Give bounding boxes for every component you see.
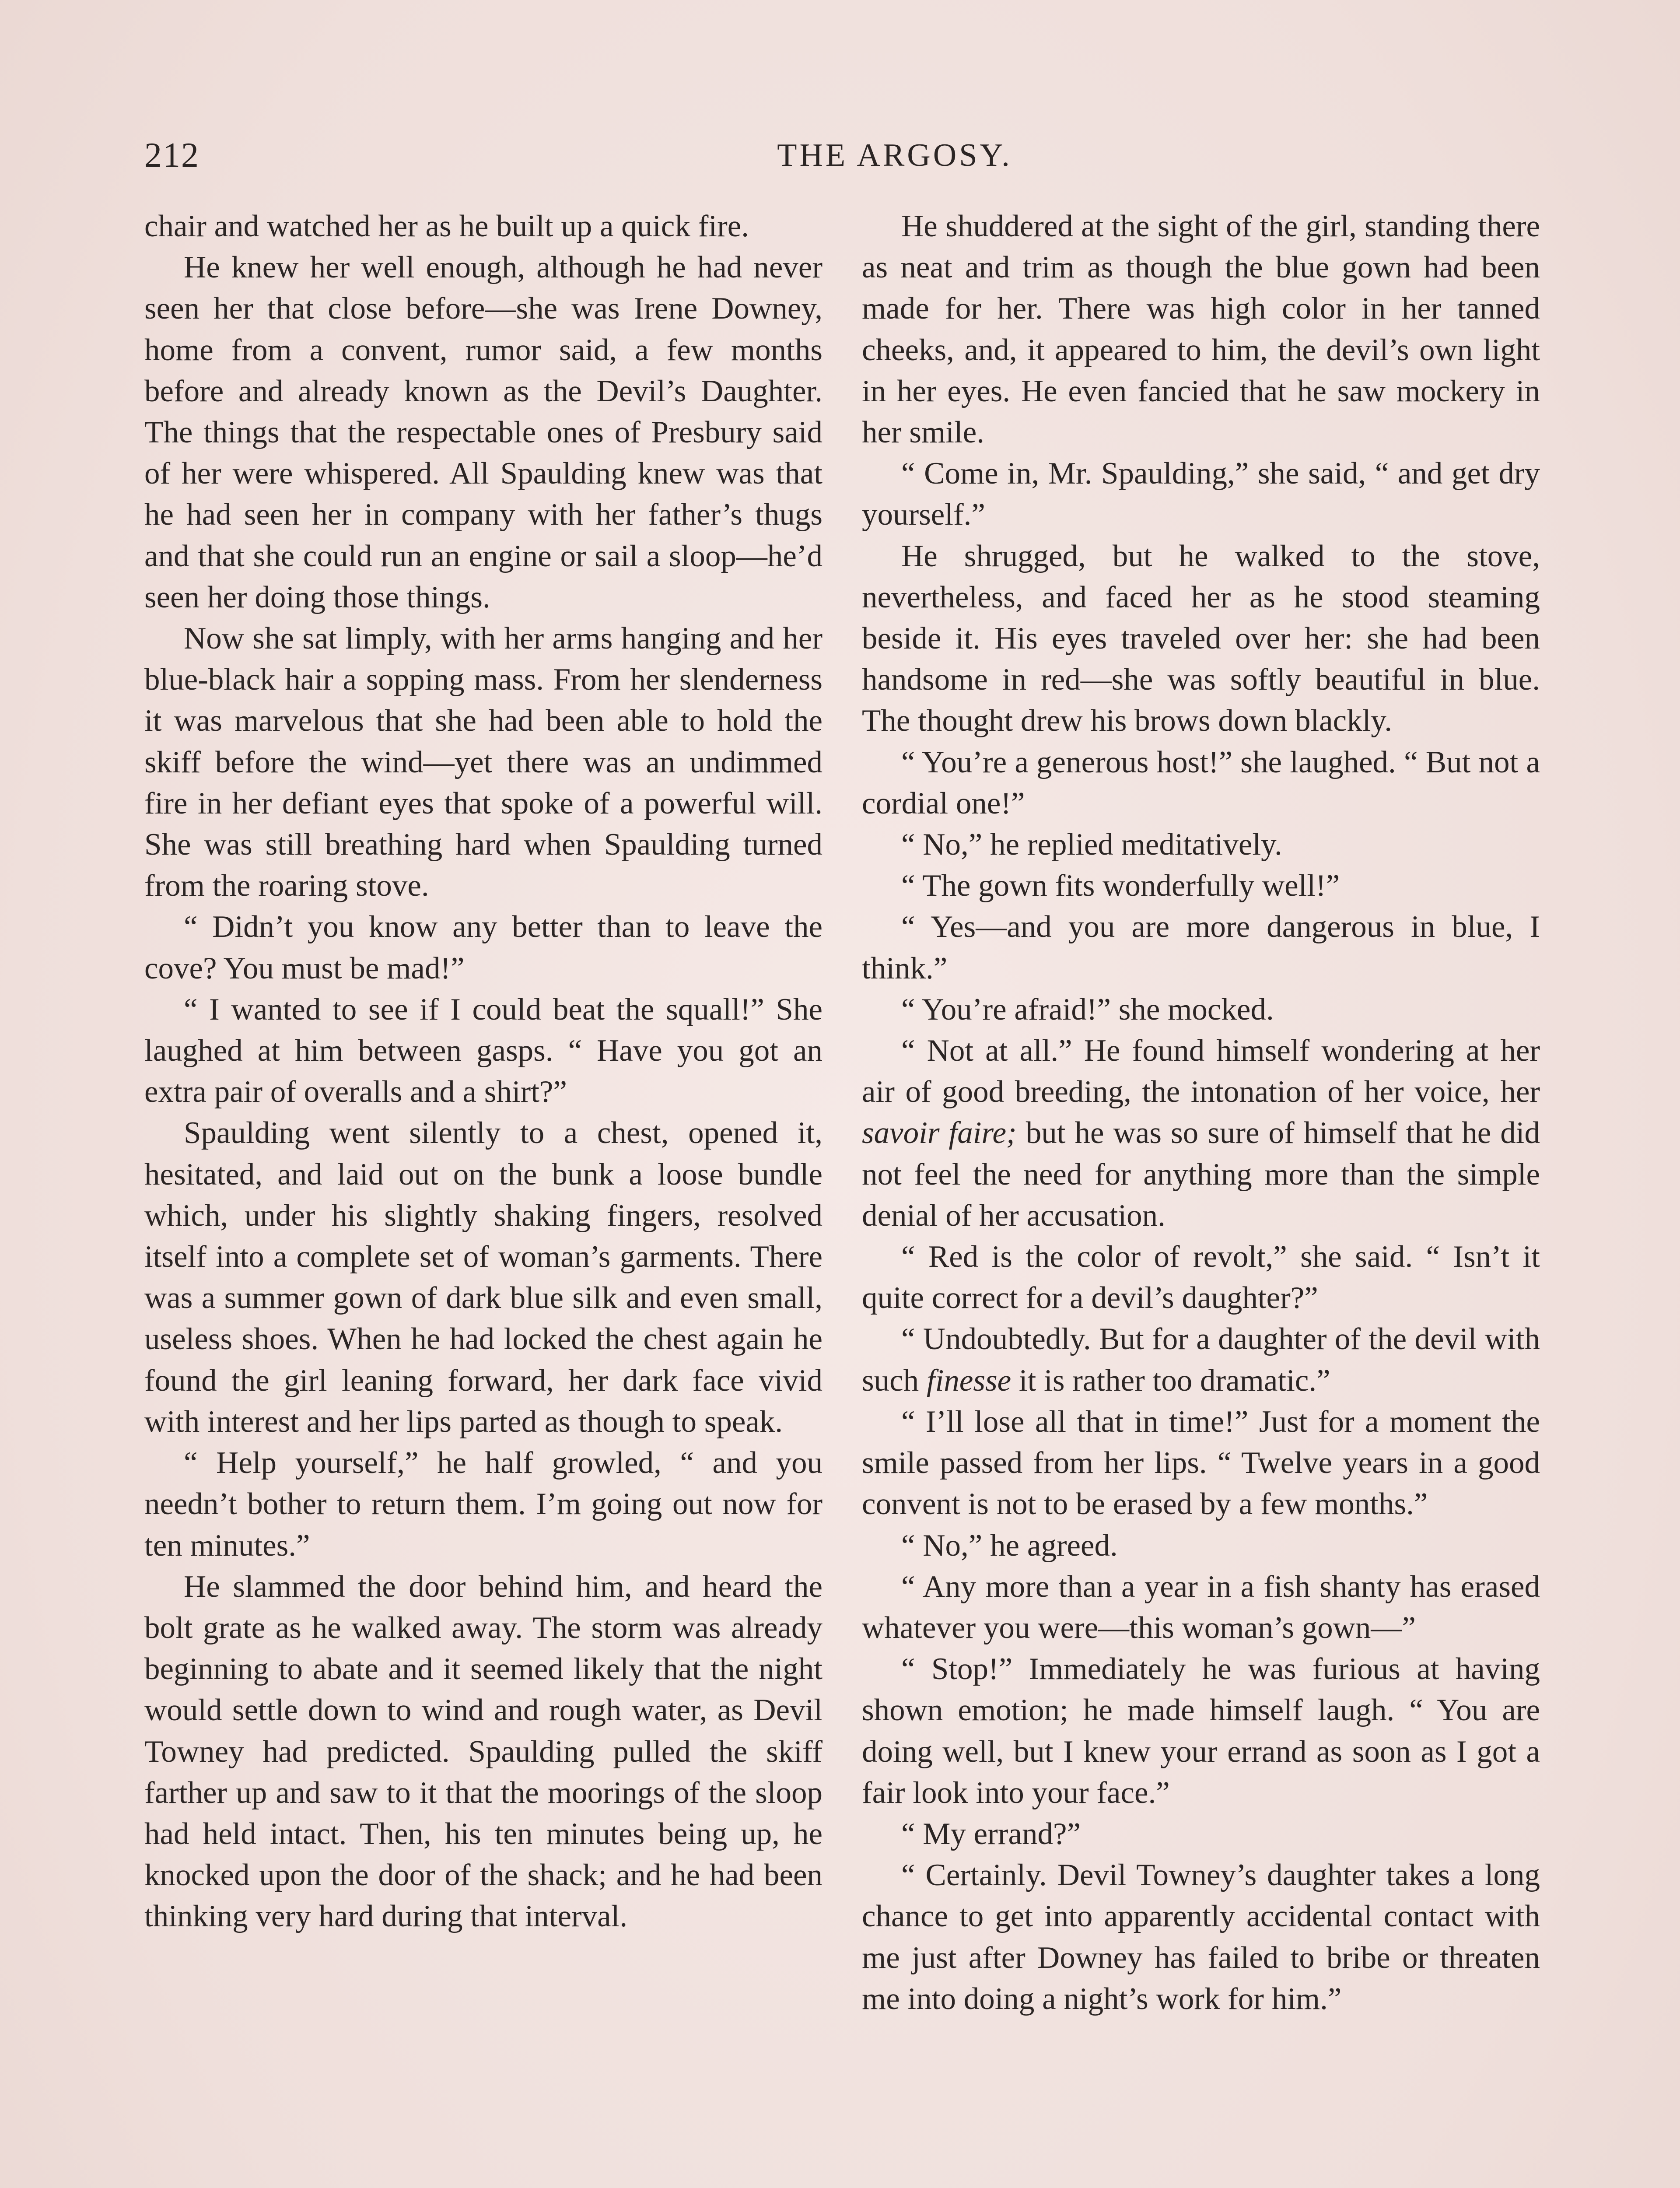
right-text-column [862,206,1540,2020]
paragraph: “ Didn’t you know any better than to leave the cove? You must be mad!” [144,910,822,985]
paragraph: “ I’ll lose all that in time!” Just for a moment the smile passed from her lips. “ Twelve years in a good convent is not to be erased by a few months.” [862,1404,1540,1522]
text-run: it is rather too dramatic.” [1011,1363,1330,1398]
paragraph: chair and watched her as he built up a quick fire. [144,209,749,243]
running-title: THE ARGOSY. [777,137,1012,173]
paragraph: He knew her well enough, although he had never seen her that close before—she was Irene Downey, home from a convent, rumor said, a few months before and already known as the Devil’s Daughter. The things that the respectable ones of Presbury said of her were whispered. All Spaulding knew was that he had seen her in company with her father’s thugs and that she could run an engine or sail a sloop—he’d seen her doing those things. [144,250,822,614]
paragraph: “ Stop!” Immediately he was furious at having shown emotion; he made himself laugh. “ You are doing well, but I knew your errand as soon as I got a fair look into your face.” [862,1652,1540,1810]
paragraph: “ Any more than a year in a fish shanty has erased whatever you were—this woman’s gown—” [862,1569,1540,1645]
paragraph [862,1318,1540,1401]
left-text-column [144,206,822,1937]
paragraph: “ Certainly. Devil Towney’s daughter takes a long chance to get into apparently accidental contact with me just after Downey has failed to bribe or threaten me into doing a night’s work for him.” [862,1858,1540,2016]
paragraph: “ Yes—and you are more dangerous in blue, I think.” [862,910,1540,985]
paragraph: “ My errand?” [901,1816,1081,1851]
paragraph: He shuddered at the sight of the girl, standing there as neat and trim as though the blue gown had been made for her. There was high color in her tanned cheeks, and, it appeared to him, the devil’s own light in her eyes. He even fancied that he saw mockery in her smile. [862,209,1540,450]
text-run: “ Not at all.” He found himself wondering at her air of good breeding, the intonation of her voice, her [862,1034,1540,1109]
paragraph [862,1030,1540,1236]
text-run: but he was so sure of himself that he did not feel the need for anything more than the simple denial of her accusation. [862,1116,1540,1233]
paragraph: Now she sat limply, with her arms hanging and her blue-black hair a sopping mass. From her slenderness it was marvelous that she had been able to hold the skiff before the wind—yet there was an undimmed fire in her defiant eyes that spoke of a powerful will. She was still breathing hard when Spaulding turned from the roaring stove. [144,621,822,903]
page-header [144,131,1540,179]
paragraph: He slammed the door behind him, and heard the bolt grate as he walked away. The storm was already beginning to abate and it seemed likely that the night would settle down to wind and rough water, as Devil Towney had predicted. Spaulding pulled the skiff farther up and saw to it that the moorings of the sloop had held intact. Then, his ten minutes being up, he knocked upon the door of the shack; and he had been thinking very hard during that interval. [144,1569,822,1934]
paragraph: “ I wanted to see if I could beat the squall!” She laughed at him between gasps. “ Have you got an extra pair of overalls and a shirt?” [144,992,822,1109]
paragraph: “ No,” he replied meditatively. [901,828,1282,862]
paragraph: “ You’re afraid!” she mocked. [901,992,1274,1027]
paragraph: “ No,” he agreed. [901,1528,1118,1563]
paragraph: “ You’re a generous host!” she laughed. “ But not a cordial one!” [862,745,1540,820]
paragraph: “ Help yourself,” he half growled, “ and you needn’t bother to return them. I’m going out now for ten minutes.” [144,1446,822,1563]
paragraph: He shrugged, but he walked to the stove, nevertheless, and faced her as he stood steaming beside it. His eyes traveled over her: she had been handsome in red—she was softly beautiful in blue. The thought drew his brows down blackly. [862,539,1540,738]
paragraph: “ Come in, Mr. Spaulding,” she said, “ and get dry yourself.” [862,456,1540,532]
paragraph: “ The gown fits wonderfully well!” [901,869,1340,903]
text-run: “ Undoubtedly. But for a daughter of the devil with such [862,1322,1540,1398]
italic-phrase: finesse [926,1363,1012,1398]
page-number: 212 [144,136,200,175]
italic-phrase: savoir faire; [862,1116,1017,1150]
paragraph: Spaulding went silently to a chest, opened it, hesitated, and laid out on the bunk a loose bundle which, under his slightly shaking fingers, resolved itself into a complete set of woman’s garments. There was a summer gown of dark blue silk and even small, useless shoes. When he had locked the chest again he found the girl leaning forward, her dark face vivid with interest and her lips parted as though to speak. [144,1116,822,1439]
paragraph: “ Red is the color of revolt,” she said. “ Isn’t it quite correct for a devil’s daughter?” [862,1240,1540,1315]
